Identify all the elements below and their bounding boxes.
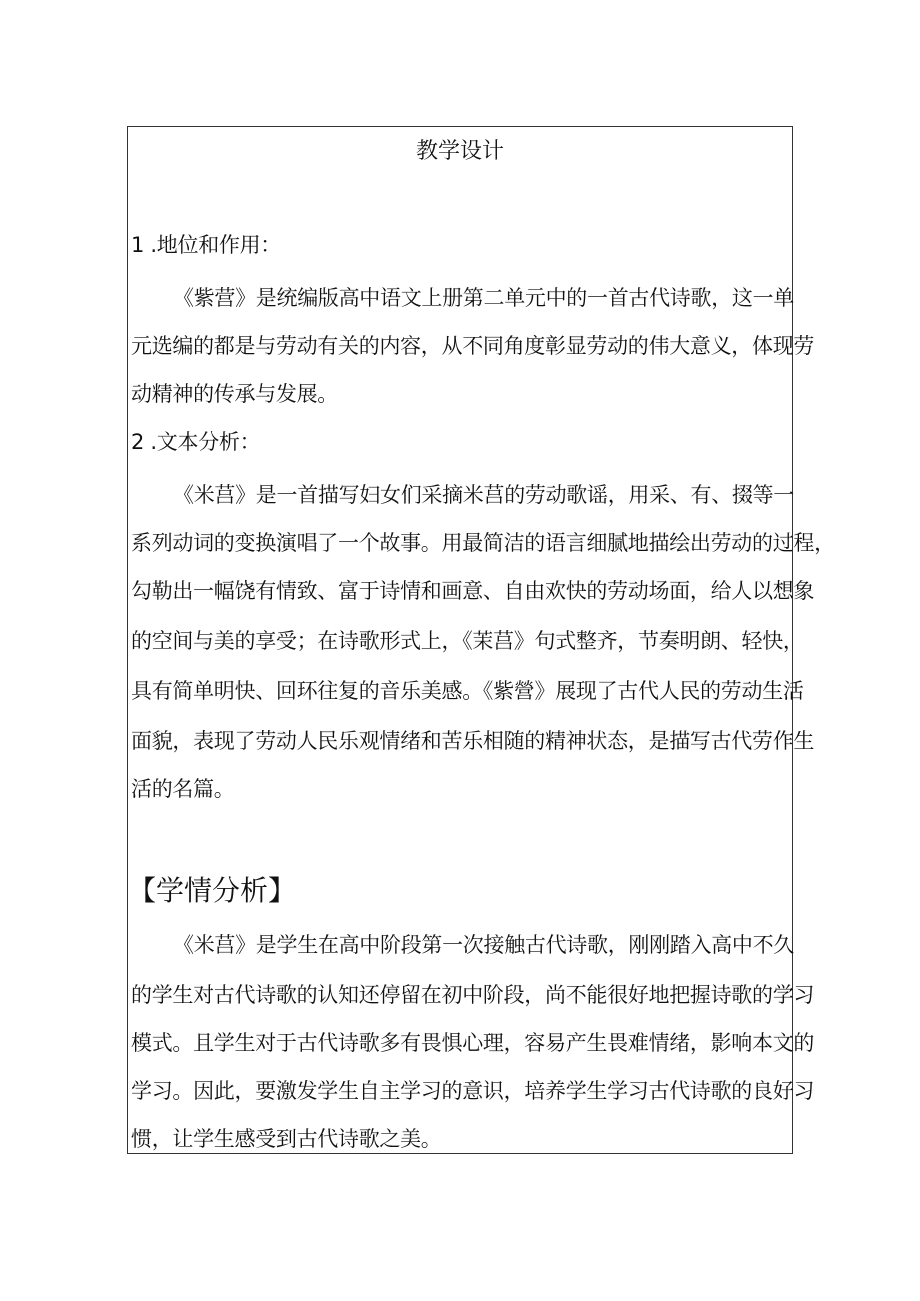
section-heading-position: 1 .地位和作用：	[131, 233, 282, 257]
paragraph-line: 的空间与美的享受；在诗歌形式上，《茉莒》句式整齐，节奏明朗、轻快，	[131, 629, 804, 653]
section-heading-analysis: 2 .文本分析：	[131, 430, 261, 454]
paragraph-line: 学习。因此，要激发学生自主学习的意识，培养学生学习古代诗歌的良好习	[131, 1079, 815, 1103]
paragraph-line: 系列动词的变换演唱了一个故事。用最简洁的语言细腻地描绘出劳动的过程，	[131, 531, 835, 555]
paragraph-line: 《米莒》是一首描写妇女们采摘米莒的劳动歌谣，用采、有、掇等一	[173, 483, 794, 507]
paragraph-line: 勾勒出一幅饶有情致、富于诗情和画意、自由欢快的劳动场面，给人以想象	[131, 579, 815, 603]
paragraph-line: 模式。且学生对于古代诗歌多有畏惧心理，容易产生畏难情绪，影响本文的	[131, 1031, 815, 1055]
paragraph-line: 活的名篇。	[131, 777, 235, 801]
paragraph-line: 面貌，表现了劳动人民乐观情绪和苦乐相随的精神状态，是描写古代劳作生	[131, 729, 815, 753]
section-heading-student-analysis: 【学情分析】	[128, 874, 297, 907]
paragraph-line: 具有简单明快、回环往复的音乐美感。《紫營》展现了古代人民的劳动生活	[131, 679, 804, 703]
paragraph-line: 动精神的传承与发展。	[131, 382, 338, 406]
paragraph-line: 的学生对古代诗歌的认知还停留在初中阶段，尚不能很好地把握诗歌的学习	[131, 983, 815, 1007]
paragraph-line: 元选编的都是与劳动有关的内容，从不同角度彰显劳动的伟大意义，体现劳	[131, 334, 815, 358]
document-title: 教学设计	[415, 139, 504, 164]
paragraph-line: 《紫营》是统编版高中语文上册第二单元中的一首古代诗歌，这一单	[173, 286, 794, 310]
paragraph-line: 惯，让学生感受到古代诗歌之美。	[131, 1127, 442, 1151]
document-frame	[127, 126, 835, 1154]
paragraph-line: 《米莒》是学生在高中阶段第一次接触古代诗歌，刚刚踏入高中不久	[173, 933, 794, 957]
